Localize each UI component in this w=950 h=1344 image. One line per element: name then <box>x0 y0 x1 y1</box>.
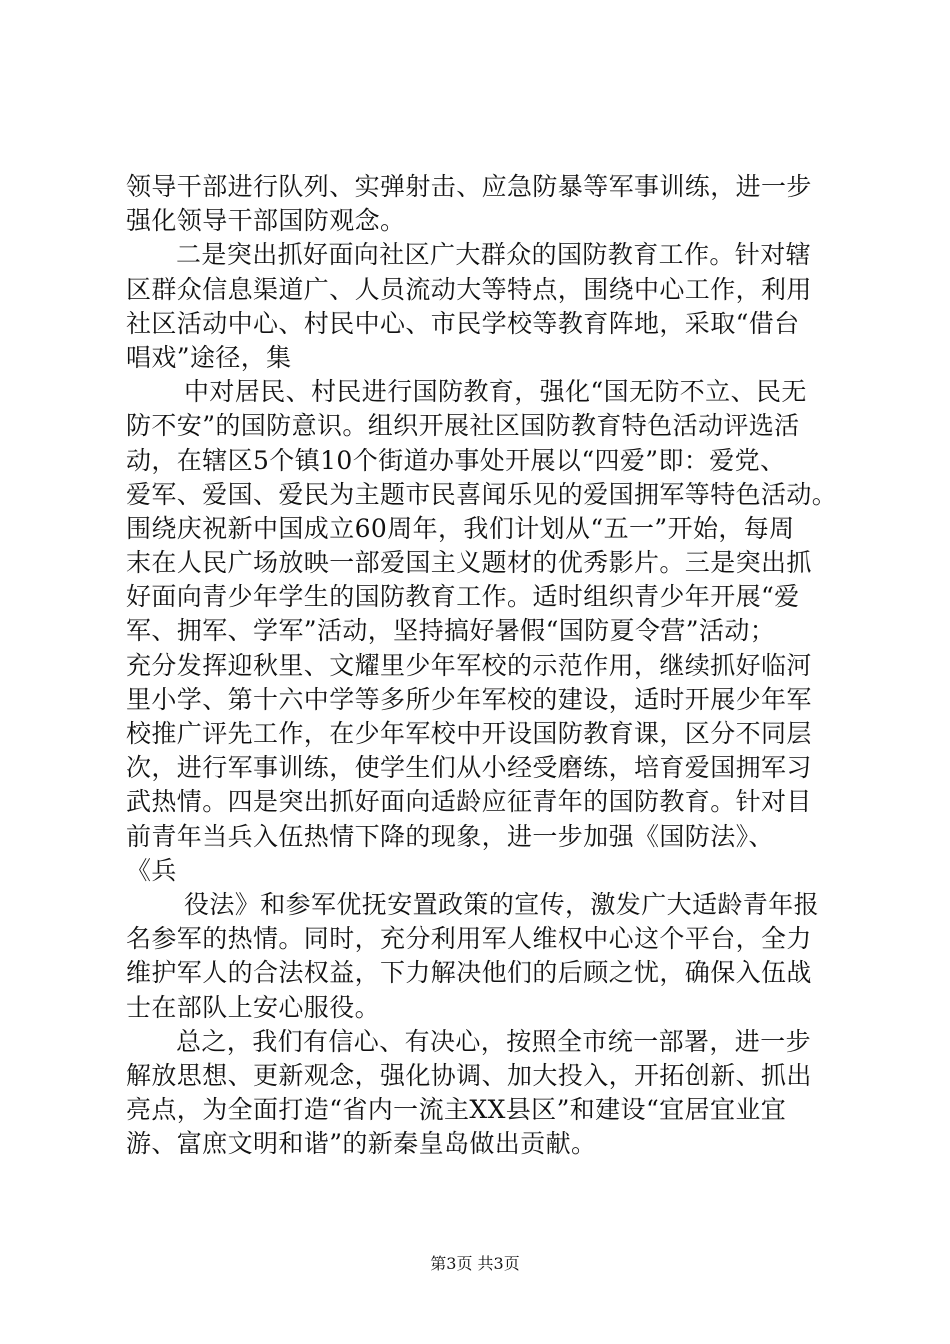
text-line: 爱军、爱国、爱民为主题市民喜闻乐见的爱国拥军等特色活动。 <box>126 479 838 509</box>
paragraph-start-line: 中对居民、村民进行国防教育，强化“国无防不立、民无 <box>184 377 807 407</box>
text-line: 亮点，为全面打造“省内一流主XX县区”和建设“宜居宜业宜 <box>126 1095 787 1125</box>
text-line: 末在人民广场放映一部爱国主义题材的优秀影片。三是突出抓 <box>126 548 812 578</box>
text-line: 次，进行军事训练，使学生们从小经受磨练，培育爱国拥军习 <box>126 753 812 783</box>
paragraph-start-line: 役法》和参军优抚安置政策的宣传，激发广大适龄青年报 <box>184 889 820 919</box>
text-line: 充分发挥迎秋里、文耀里少年军校的示范作用，继续抓好临河 <box>126 650 812 680</box>
text-line: 动，在辖区5个镇10个街道办事处开展以“四爱”即：爱党、 <box>126 445 786 475</box>
text-line: 前青年当兵入伍热情下降的现象，进一步加强《国防法》、 <box>126 821 774 851</box>
text-line: 游、富庶文明和谐”的新秦皇岛做出贡献。 <box>126 1129 597 1159</box>
text-line: 强化领导干部国防观念。 <box>126 206 406 236</box>
text-line: 好面向青少年学生的国防教育工作。适时组织青少年开展“爱 <box>126 582 800 612</box>
text-line: 士在部队上安心服役。 <box>126 992 381 1022</box>
text-line: 防不安”的国防意识。组织开展社区国防教育特色活动评选活 <box>126 411 800 441</box>
text-line: 领导干部进行队列、实弹射击、应急防暴等军事训练，进一步 <box>126 172 812 201</box>
text-line: 区群众信息渠道广、人员流动大等特点，围绕中心工作，利用 <box>126 274 812 304</box>
text-line: 武热情。四是突出抓好面向适龄应征青年的国防教育。针对目 <box>126 787 812 817</box>
text-line: 名参军的热情。同时，充分利用军人维权中心这个平台，全力 <box>126 924 812 954</box>
text-line: 解放思想、更新观念，强化协调、加大投入，开拓创新、抓出 <box>126 1060 812 1090</box>
text-line: 里小学、第十六中学等多所少年军校的建设，适时开展少年军 <box>126 684 812 714</box>
document-body <box>126 170 838 1161</box>
text-line: 《兵 <box>126 855 177 885</box>
text-line: 校推广评先工作，在少年军校中开设国防教育课，区分不同层 <box>126 719 812 748</box>
paragraph-start-line: 二是突出抓好面向社区广大群众的国防教育工作。针对辖 <box>176 240 812 270</box>
text-line: 维护军人的合法权益，下力解决他们的后顾之忧，确保入伍战 <box>126 958 812 988</box>
text-line: 围绕庆祝新中国成立60周年，我们计划从“五一”开始，每周 <box>126 513 795 543</box>
text-line: 军、拥军、学军”活动，坚持搞好暑假“国防夏令营”活动； <box>126 616 776 646</box>
text-line: 社区活动中心、村民中心、市民学校等教育阵地，采取“借台 <box>126 308 800 338</box>
text-line: 唱戏”途径，集 <box>126 342 292 372</box>
paragraph-start-line: 总之，我们有信心、有决心，按照全市统一部署，进一步 <box>176 1026 812 1056</box>
page-number-footer: 第3页 共3页 <box>430 1254 520 1273</box>
